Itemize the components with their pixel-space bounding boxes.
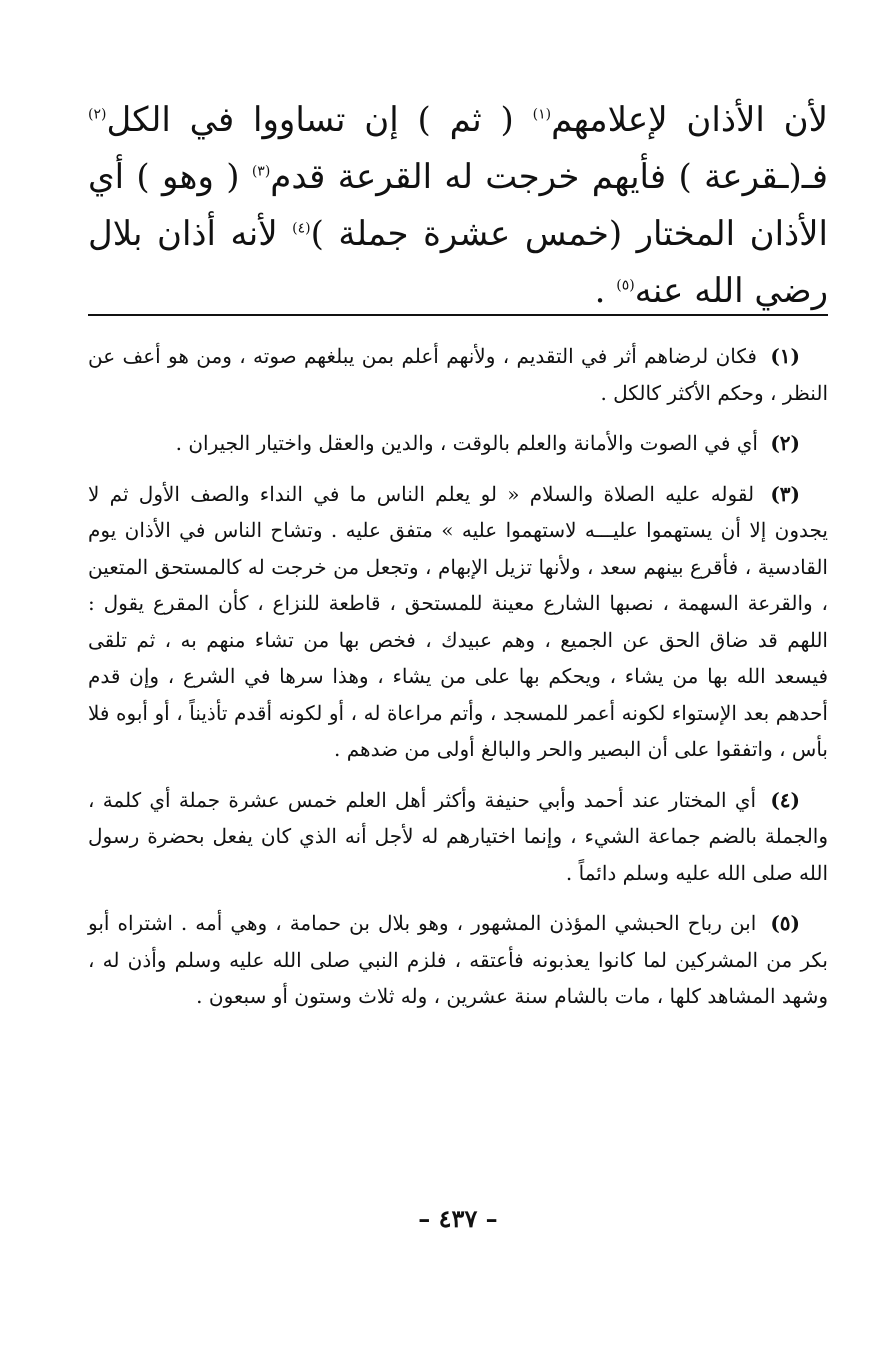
footnotes-section (88, 338, 828, 1029)
main-text-segment-5: لأنه أذان بلال رضي الله عنه (88, 214, 828, 311)
footnote-1 (88, 338, 828, 411)
main-text-segment-3: فـ(ـقرعة ) فأيهم خرجت له القرعة قدم (270, 157, 828, 197)
footnote-text: لقوله عليه الصلاة والسلام « لو يعلم الناس ما في النداء والصف الأول ثم لا يجدون إلا أن يستهموا عليـــه لاستهموا عليه » متفق عليه . وتشاح الناس في الأذان يوم القادسية ، فأقرع بينهم سعد ، ولأنها تزيل الإبهام ، وتجعل من خرجت له كالمستحق المتعين ، والقرعة السهمة ، نصبها الشارع معينة للمستحق ، قاطعة للنزاع ، كأن المقرع يقول : اللهم قد ضاق الحق عن الجميع ، وهم عبيدك ، فخص بها من تشاء منهم به ، ثم تلقى فيسعد الله بها من يشاء ، ويحكم بها على من يشاء ، وهذا سرها في الشرع ، وإن قدم أحدهم بعد الإستواء لكونه أعمر للمسجد ، وأتم مراعاة له ، أو لكونه أقدم تأذيناً ، أو أبوه فلا بأس ، واتفقوا على أن البصير والحر والبالغ أولى من ضدهم . (88, 481, 829, 761)
footnote-2 (88, 425, 828, 462)
footnote-number: (٥) (770, 911, 800, 935)
main-text-segment-4: ( وهو ) أي الأذان المختار (خمس عشرة جملة ) (88, 157, 828, 254)
footnote-ref-5: (٥) (616, 277, 635, 294)
main-text-segment-2: ( ثم ) إن تساووا في الكل (106, 100, 514, 140)
footnote-number: (٤) (770, 787, 800, 812)
footnote-ref-4: (٤) (292, 220, 311, 237)
footnote-4 (88, 782, 828, 892)
main-text-paragraph (88, 92, 828, 320)
main-text-segment-1: لأن الأذان لإعلامهم (551, 100, 829, 140)
footnote-text: أي المختار عند أحمد وأبي حنيفة وأكثر أهل العلم خمس عشرة جملة أي كلمة ، والجملة بالضم جماعة الشيء ، وإنما اختيارهم له لأجل أنه الذي كان يفعل بحضرة رسول الله صلى الله عليه وسلم دائماً . (88, 787, 828, 885)
main-text-segment-6: . (594, 271, 606, 311)
footnote-ref-3: (٣) (251, 163, 271, 180)
footnote-ref-2: (٢) (88, 106, 107, 123)
footnote-text: أي في الصوت والأمانة والعلم بالوقت ، والدين والعقل واختيار الجيران . (175, 431, 758, 455)
page-number: – ٤٣٧ – (418, 1204, 498, 1233)
footnote-ref-1: (١) (532, 106, 552, 123)
footnote-number: (١) (770, 344, 800, 368)
footnote-3 (88, 476, 828, 768)
footnote-text: ابن رباح الحبشي المؤذن المشهور ، وهو بلال بن حمامة ، وهي أمه . اشتراه أبو بكر من المشركين لما كانوا يعذبونه فأعتقه ، فلزم النبي صلى الله عليه وسلم وأذن له ، وشهد المشاهد كلها ، مات بالشام سنة عشرين ، وله ثلاث وستون أو سبعون . (88, 911, 828, 1008)
footnote-number: (٢) (770, 431, 800, 455)
footnote-number: (٣) (770, 481, 801, 506)
footnote-text: فكان لرضاهم أثر في التقديم ، ولأنهم أعلم بمن يبلغهم صوته ، ومن هو أعف عن النظر ، وحكم الأكثر كالكل . (88, 344, 828, 405)
footnote-5 (88, 905, 828, 1015)
footnote-divider (88, 314, 828, 316)
book-page (88, 92, 828, 1272)
